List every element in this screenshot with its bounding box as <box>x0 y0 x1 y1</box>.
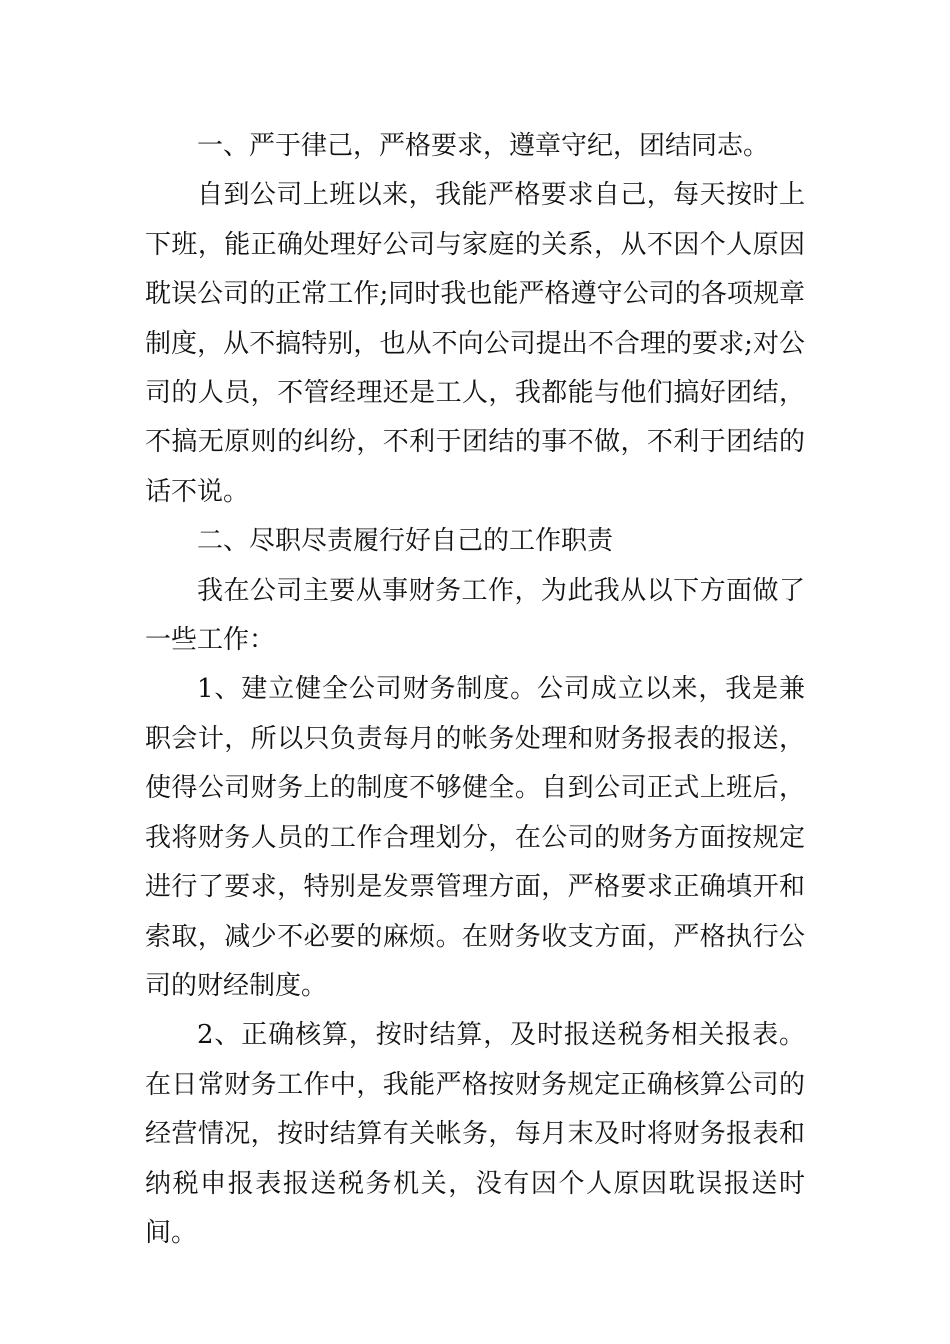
document-body <box>145 122 805 1258</box>
paragraph-item-2: 2、正确核算，按时结算，及时报送税务相关报表。在日常财务工作中，我能严格按财务规定正确核算公司的经营情况，按时结算有关帐务，每月末及时将财务报表和纳税申报表报送税务机关，没有因个人原因耽误报送时间。 <box>145 1020 805 1248</box>
paragraph-item-1: 1、建立健全公司财务制度。公司成立以来，我是兼职会计，所以只负责每月的帐务处理和财务报表的报送，使得公司财务上的制度不够健全。自到公司正式上班后，我将财务人员的工作合理划分，在公司的财务方面按规定进行了要求，特别是发票管理方面，严格要求正确填开和索取，减少不必要的麻烦。在财务收支方面，严格执行公司的财经制度。 <box>145 674 805 1001</box>
section-heading-2: 二、尽职尽责履行好自己的工作职责 <box>197 526 614 557</box>
paragraph-self-discipline: 自到公司上班以来，我能严格要求自己，每天按时上下班，能正确处理好公司与家庭的关系，从不因个人原因耽误公司的正常工作;同时我也能严格遵守公司的各项规章制度，从不搞特别，也从不向公司提出不合理的要求;对公司的人员，不管经理还是工人，我都能与他们搞好团结，不搞无原则的纠纷，不利于团结的事不做，不利于团结的话不说。 <box>145 180 805 507</box>
paragraph-finance-intro: 我在公司主要从事财务工作，为此我从以下方面做了一些工作： <box>145 575 805 656</box>
section-heading-1: 一、严于律己，严格要求，遵章守纪，团结同志。 <box>197 131 770 161</box>
